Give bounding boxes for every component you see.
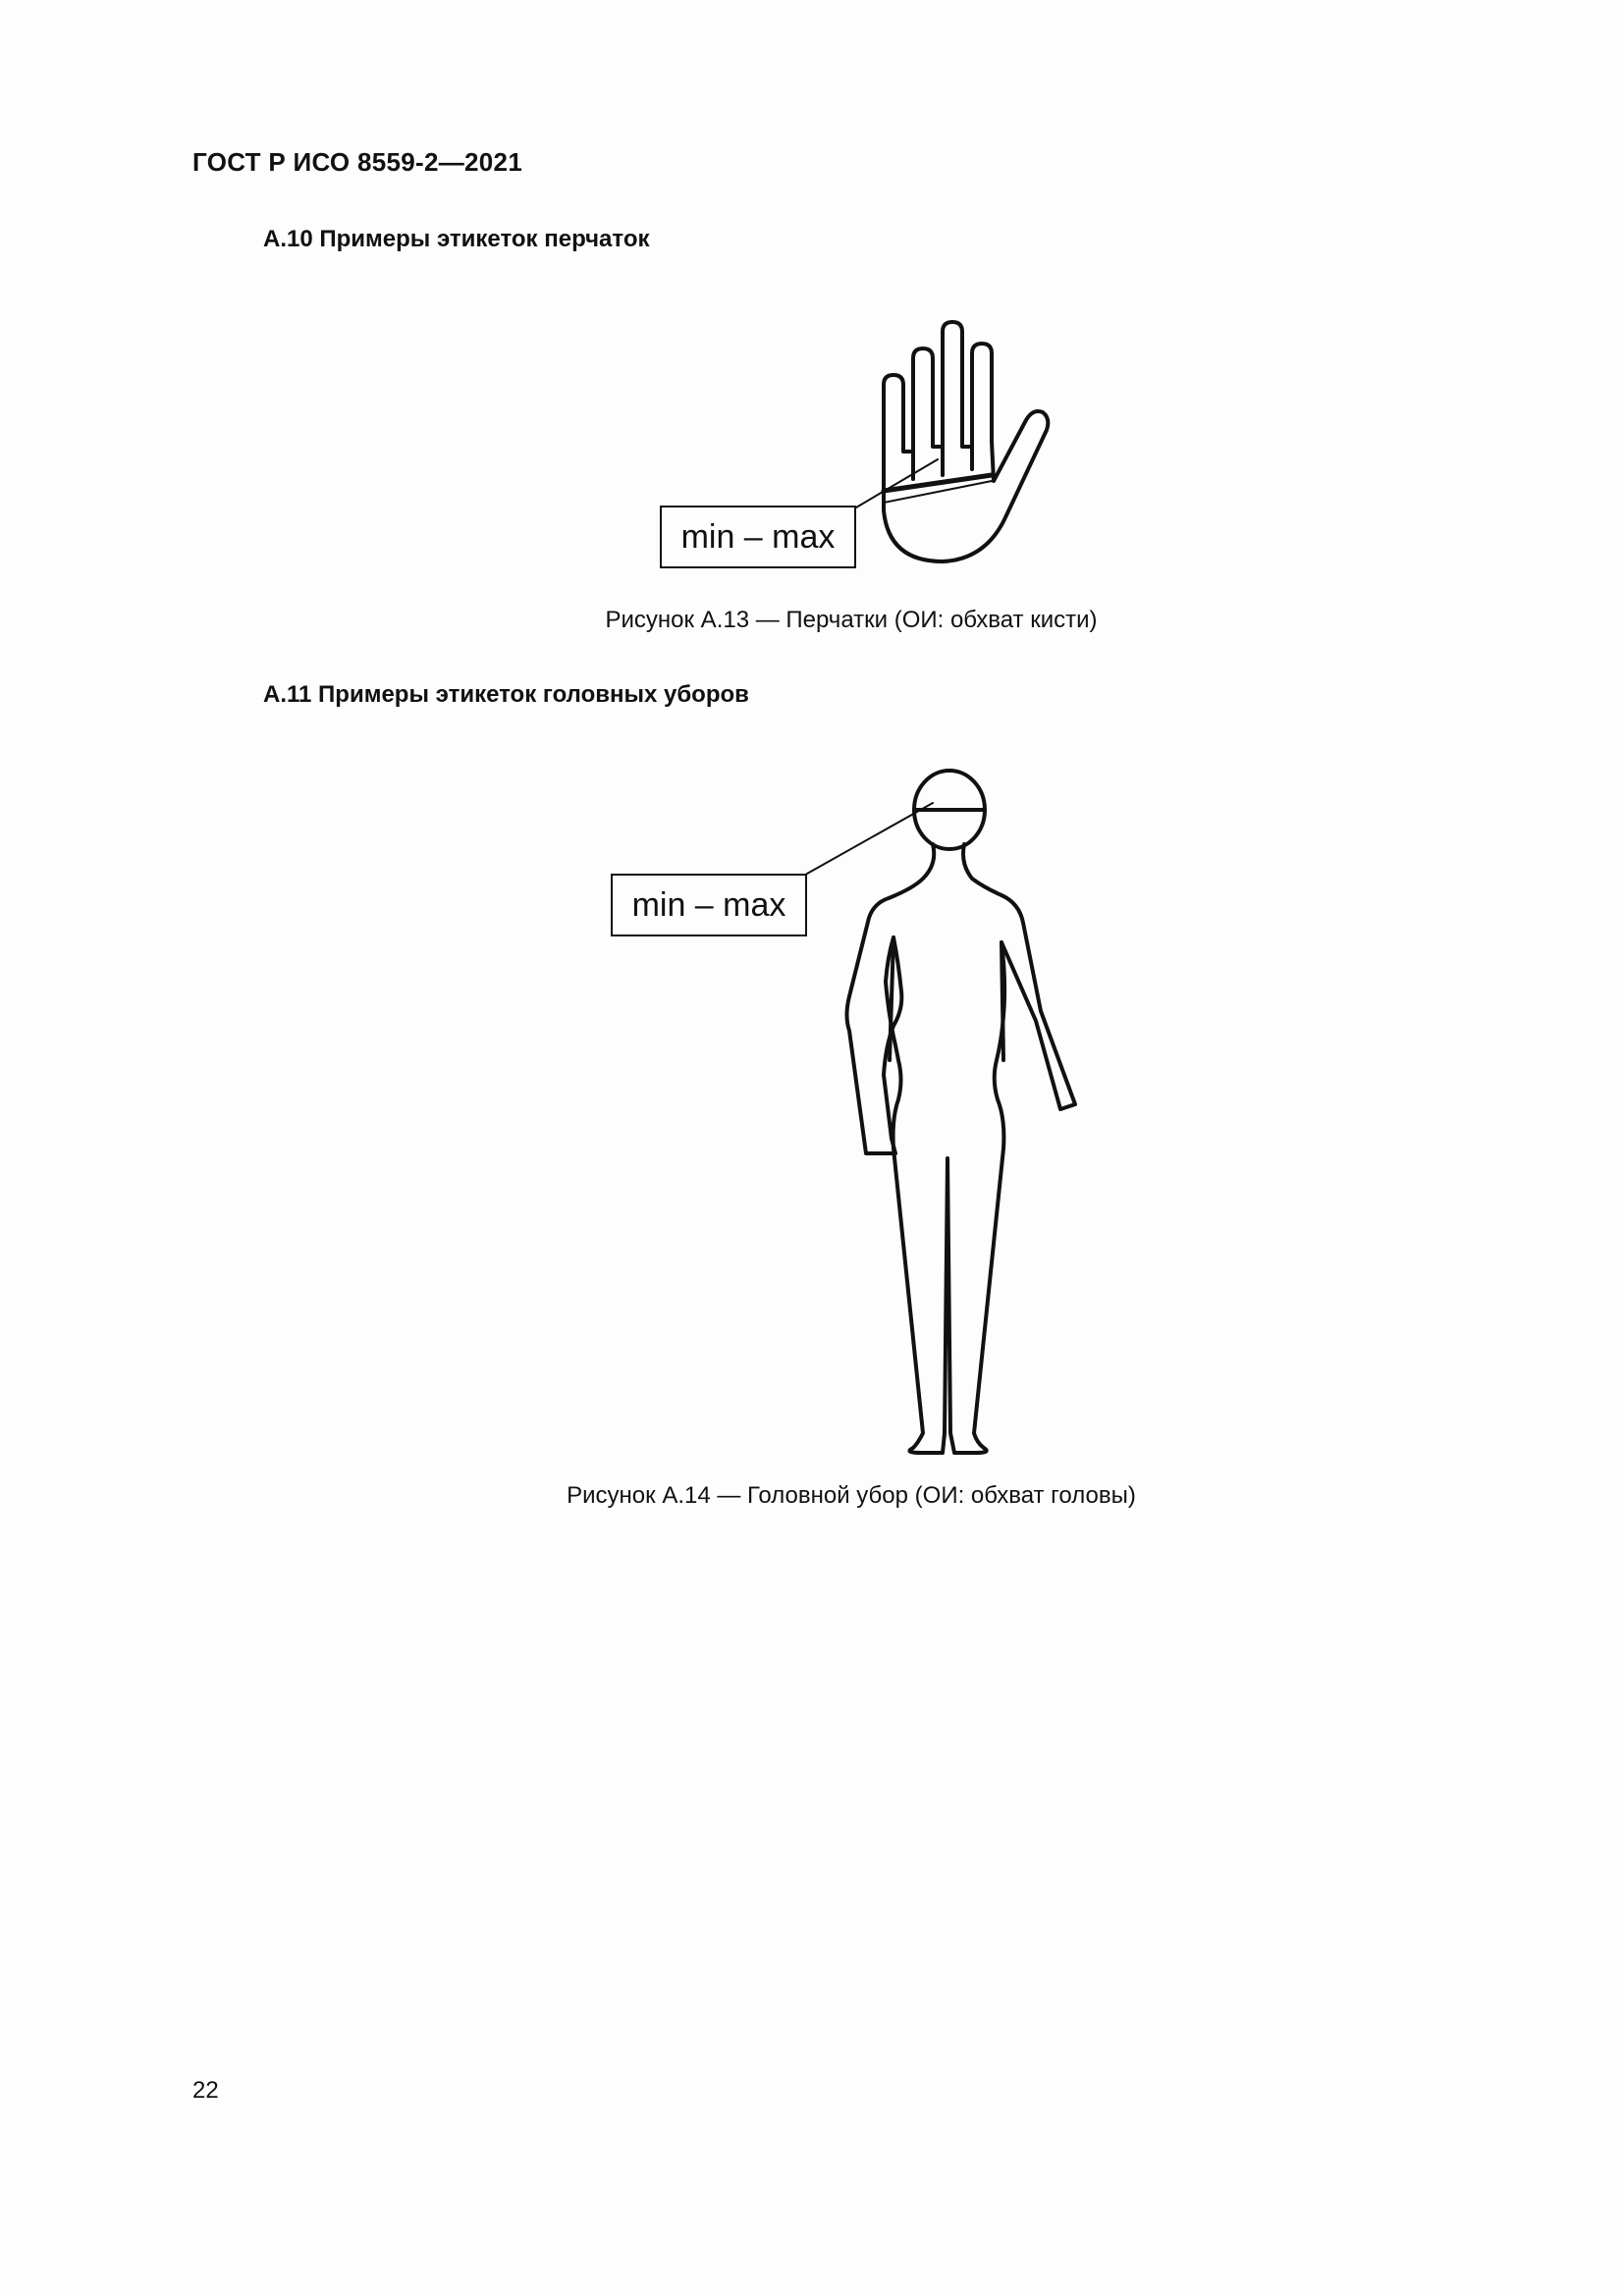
size-range-label: min – max bbox=[611, 874, 807, 936]
figure-glove bbox=[648, 314, 1060, 569]
figure-caption-a13: Рисунок А.13 — Перчатки (ОИ: обхват кисти) bbox=[605, 607, 1098, 633]
figure-headwear bbox=[599, 766, 1110, 1453]
section-title-headwear: А.11 Примеры этикеток головных уборов bbox=[263, 681, 749, 708]
page-number: 22 bbox=[192, 2077, 219, 2104]
section-title-gloves: А.10 Примеры этикеток перчаток bbox=[263, 226, 650, 252]
size-range-label: min – max bbox=[660, 506, 856, 568]
figure-caption-a14: Рисунок А.14 — Головной убор (ОИ: обхват головы) bbox=[567, 1482, 1136, 1509]
document-header: ГОСТ Р ИСО 8559-2—2021 bbox=[192, 147, 523, 177]
human-body-outline-icon bbox=[599, 766, 1110, 1453]
